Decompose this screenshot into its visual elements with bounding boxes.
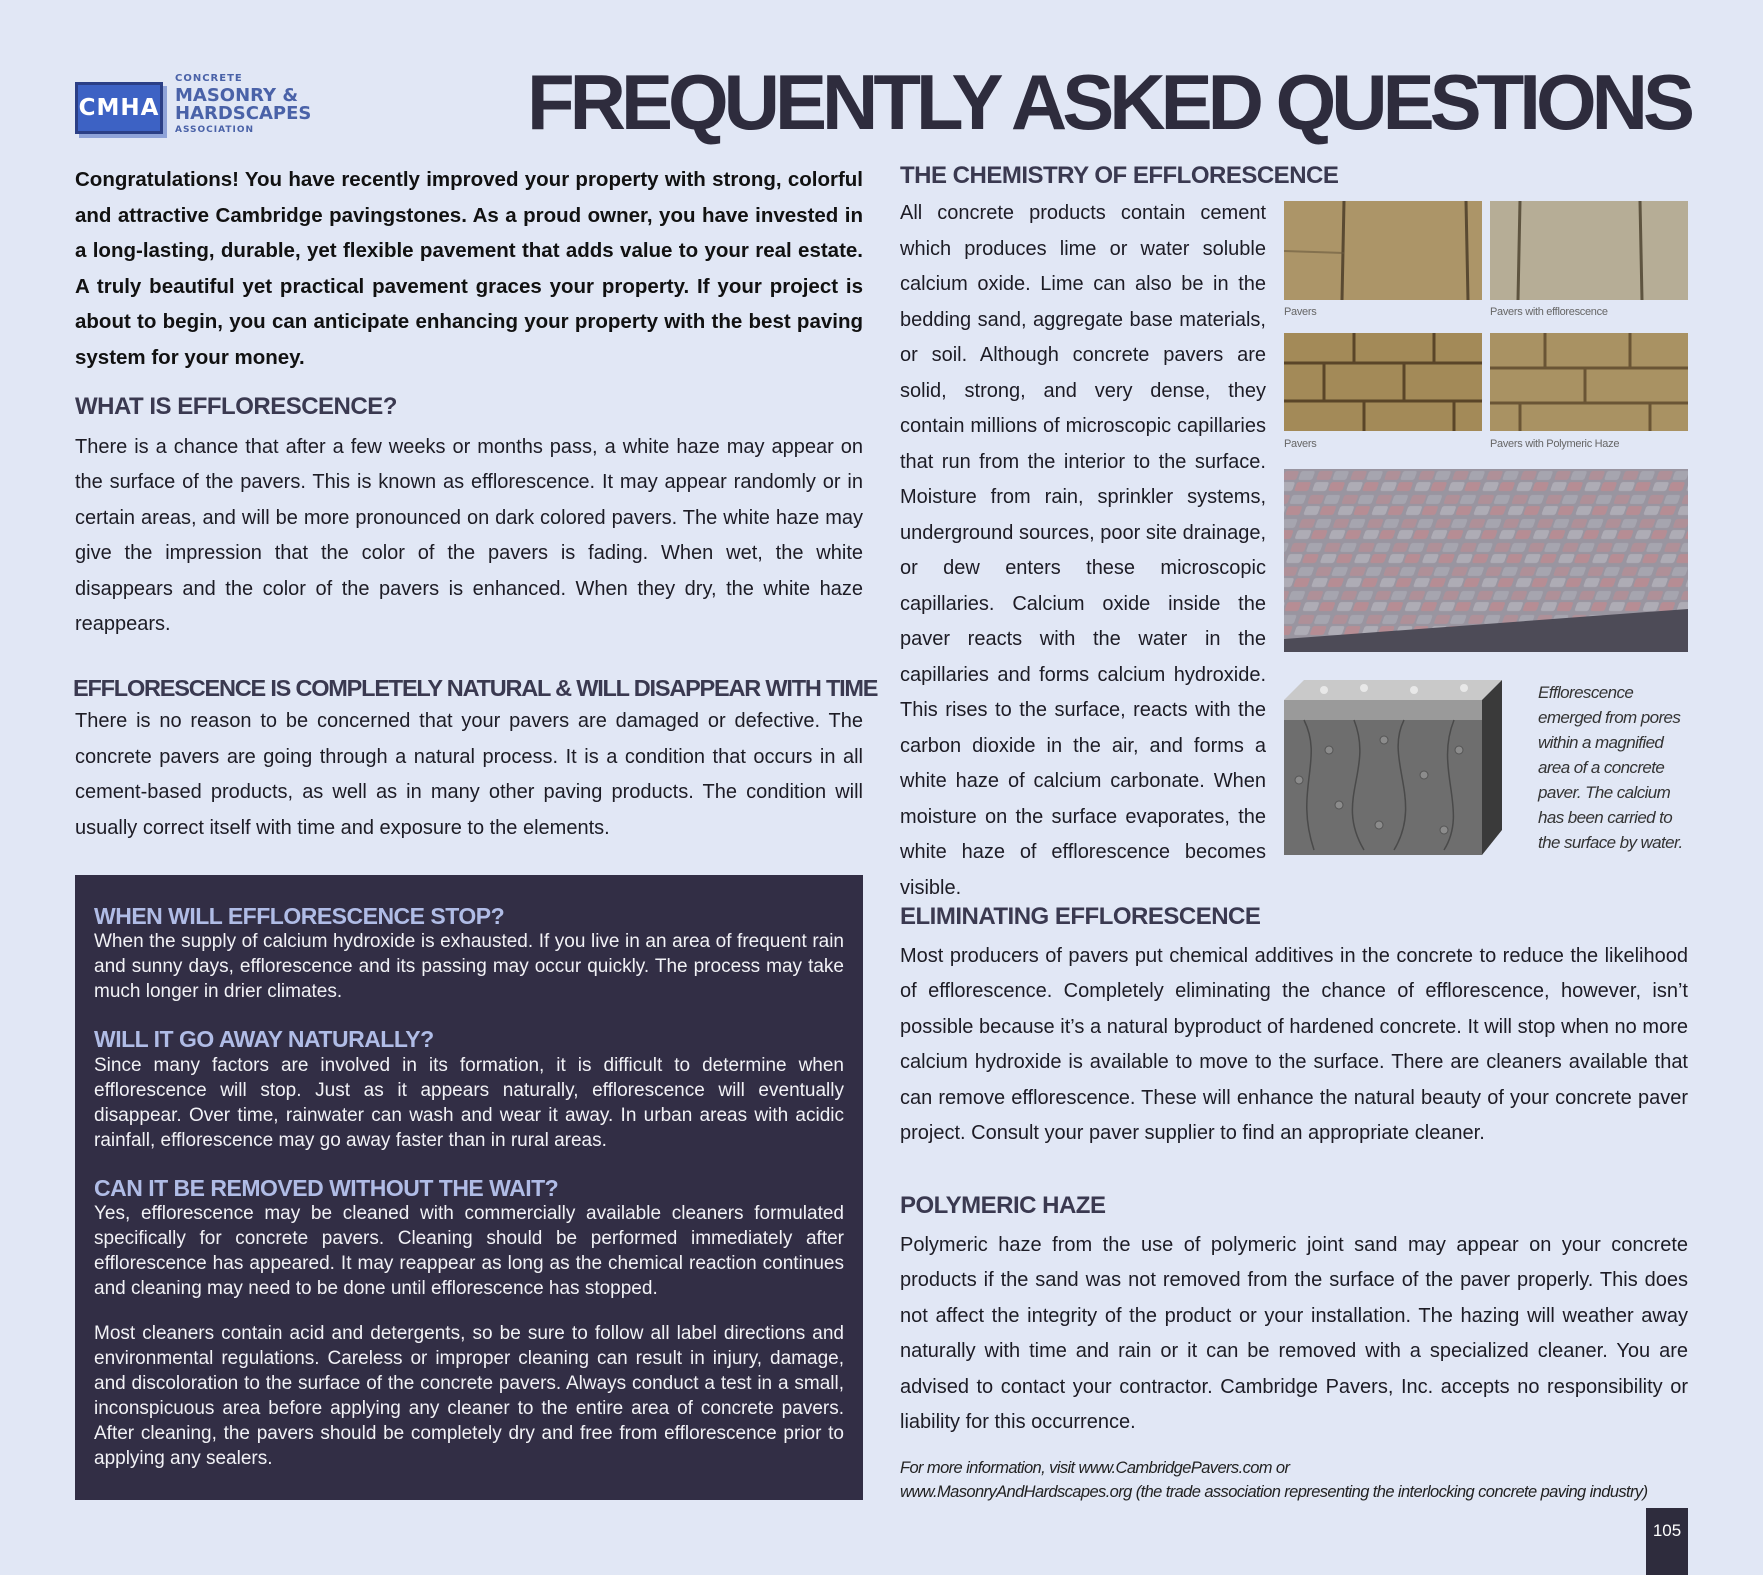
faq-question-naturally: WILL IT GO AWAY NATURALLY?	[94, 1026, 434, 1053]
section-natural-body: There is no reason to be concerned that your pavers are damaged or defective. The concrete pavers are going through a natural process. It is a condition that occurs in all cement-based products, as well as in many other paving products. The condition will usually correct itself with time and exposure to the elements.	[75, 710, 863, 839]
faq-question-removed: CAN IT BE REMOVED WITHOUT THE WAIT?	[94, 1174, 559, 1201]
logo-line-3: HARDSCAPES	[175, 103, 312, 124]
faq-dark-box	[75, 875, 863, 1500]
section-what-title: WHAT IS EFFLORESCENCE?	[75, 393, 397, 420]
page-number: 105	[1646, 1508, 1688, 1575]
faq-answer-stop: When the supply of calcium hydroxide is exhausted. If you live in an area of frequent rain and sunny days, efflorescence and its passing may occur quickly. The process may take much longer in drier climates.	[94, 931, 844, 1003]
section-what-is	[75, 393, 863, 643]
caption-pavers-1: Pavers	[1284, 306, 1317, 318]
section-chemistry-body: All concrete products contain cement which produces lime or water soluble calcium oxide. Lime can also be in the bedding sand, aggregate base materials, or soil. Although concrete pavers are solid, strong, and very dense, they contain millions of microscopic capillaries that run from the interior to the surface. Moisture from rain, sprinkler systems, underground sources, poor site drainage, or dew enters these microscopic capillaries. Calcium oxide inside the paver reacts with the water in the capillaries and forms calcium hydroxide. This rises to the surface, reacts with the carbon dioxide in the air, and forms a white haze of calcium carbonate. When moisture on the surface evaporates, the white haze of efflorescence becomes visible.	[900, 202, 1266, 899]
section-what-body: There is a chance that after a few weeks or months pass, a white haze may appear on the surface of the pavers. This is known as efflorescence. It may appear randomly or in certain areas, and will be more pronounced on dark colored pavers. The white haze may give the impression that the color of the pavers is fading. When wet, the white disappears and the color of the pavers is enhanced. When they dry, the white haze reappears.	[75, 435, 863, 636]
logo-line-2: MASONRY &	[175, 85, 299, 106]
page-title: FREQUENTLY ASKED QUESTIONS	[527, 58, 1690, 146]
section-polymeric	[900, 1192, 1688, 1441]
section-eliminating-body: Most producers of pavers put chemical additives in the concrete to reduce the likelihood of efflorescence. Completely eliminating the chance of efflorescence, however, isn’t possible because it’s a natural byproduct of hardened concrete. It will stop when no more calcium hydroxide is available to move to the surface. There are cleaners available that can remove efflorescence. These will enhance the natural beauty of your concrete paver project. Consult your paver supplier to find an appropriate cleaner.	[900, 944, 1688, 1145]
photo-pavers-polymeric-haze	[1490, 333, 1688, 431]
cmha-logo	[75, 70, 312, 138]
section-natural-title: EFFLORESCENCE IS COMPLETELY NATURAL & WILL DISAPPEAR WITH TIME	[73, 675, 878, 701]
caption-pavers-efflorescence: Pavers with efflorescence	[1490, 306, 1608, 318]
faq-answer-naturally: Since many factors are involved in its formation, it is difficult to determine when efflorescence will stop. Just as it appears naturally, efflorescence will eventually disappear. Over time, rainwater can wash and wear it away. In urban areas with acidic rainfall, efflorescence may go away faster than in rural areas.	[94, 1054, 844, 1151]
caption-pavers-polymeric-haze: Pavers with Polymeric Haze	[1490, 438, 1620, 450]
faq-answer-cleaners: Most cleaners contain acid and detergents, so be sure to follow all label directions and environmental regulations. Careless or improper cleaning can result in injury, damage, and discoloration to the surface of the concrete pavers. Always conduct a test in a small, inconspicuous area before applying any cleaner to the entire area of concrete pavers. After cleaning, the pavers should be completely dry and free from efflorescence prior to applying any sealers.	[94, 1323, 844, 1470]
footer-more-info	[900, 1456, 1700, 1504]
footer-line-2: www.MasonryAndHardscapes.org (the trade association representing the interlocking concrete paving industry)	[900, 1483, 1648, 1501]
faq-answer-removed: Yes, efflorescence may be cleaned with commercially available cleaners formulated specifically for concrete pavers. Cleaning should be performed immediately after efflorescence has appeared. It may reappear as long as the chemical reaction continues and cleaning may need to be done until efflorescence has stopped.	[94, 1203, 844, 1300]
footer-line-1: For more information, visit www.CambridgePavers.com or	[900, 1459, 1290, 1477]
section-chemistry-title: THE CHEMISTRY OF EFFLORESCENCE	[900, 162, 1339, 189]
faq-question-stop: WHEN WILL EFFLORESCENCE STOP?	[94, 903, 505, 929]
section-polymeric-title: POLYMERIC HAZE	[900, 1192, 1106, 1219]
photo-paver-patio	[1284, 469, 1688, 652]
photo-pavers-1	[1284, 201, 1482, 300]
section-eliminating-title: ELIMINATING EFFLORESCENCE	[900, 903, 1261, 930]
diagram-caption: Efflorescence emerged from pores within a magnified area of a concrete paver. The calcium has been carried to the surface by water.	[1538, 683, 1683, 852]
photo-pavers-efflorescence	[1490, 201, 1688, 300]
section-eliminating	[900, 903, 1688, 1152]
logo-line-4: ASSOCIATION	[175, 125, 255, 135]
intro-paragraph: Congratulations! You have recently improved your property with strong, colorful and attractive Cambridge pavingstones. As a proud owner, you have invested in a long-lasting, durable, yet flexible pavement that adds value to your real estate. A truly beautiful yet practical pavement graces your property. If your project is about to begin, you can anticipate enhancing your property with the best paving system for your money.	[75, 168, 863, 369]
section-polymeric-body: Polymeric haze from the use of polymeric joint sand may appear on your concrete products if the sand was not removed from the surface of the paver properly. This does not affect the integrity of the product or your installation. The hazing will weather away naturally with time and rain or it can be removed with a specialized cleaner. You are advised to contact your contractor. Cambridge Pavers, Inc. accepts no responsibility or liability for this occurrence.	[900, 1233, 1688, 1434]
logo-badge: CMHA	[75, 82, 163, 134]
section-natural	[73, 674, 878, 846]
caption-pavers-2: Pavers	[1284, 438, 1317, 450]
paver-cross-section-diagram	[1284, 680, 1502, 855]
photo-pavers-2	[1284, 333, 1482, 431]
logo-line-1: CONCRETE	[175, 73, 243, 84]
logo-text	[175, 70, 311, 135]
